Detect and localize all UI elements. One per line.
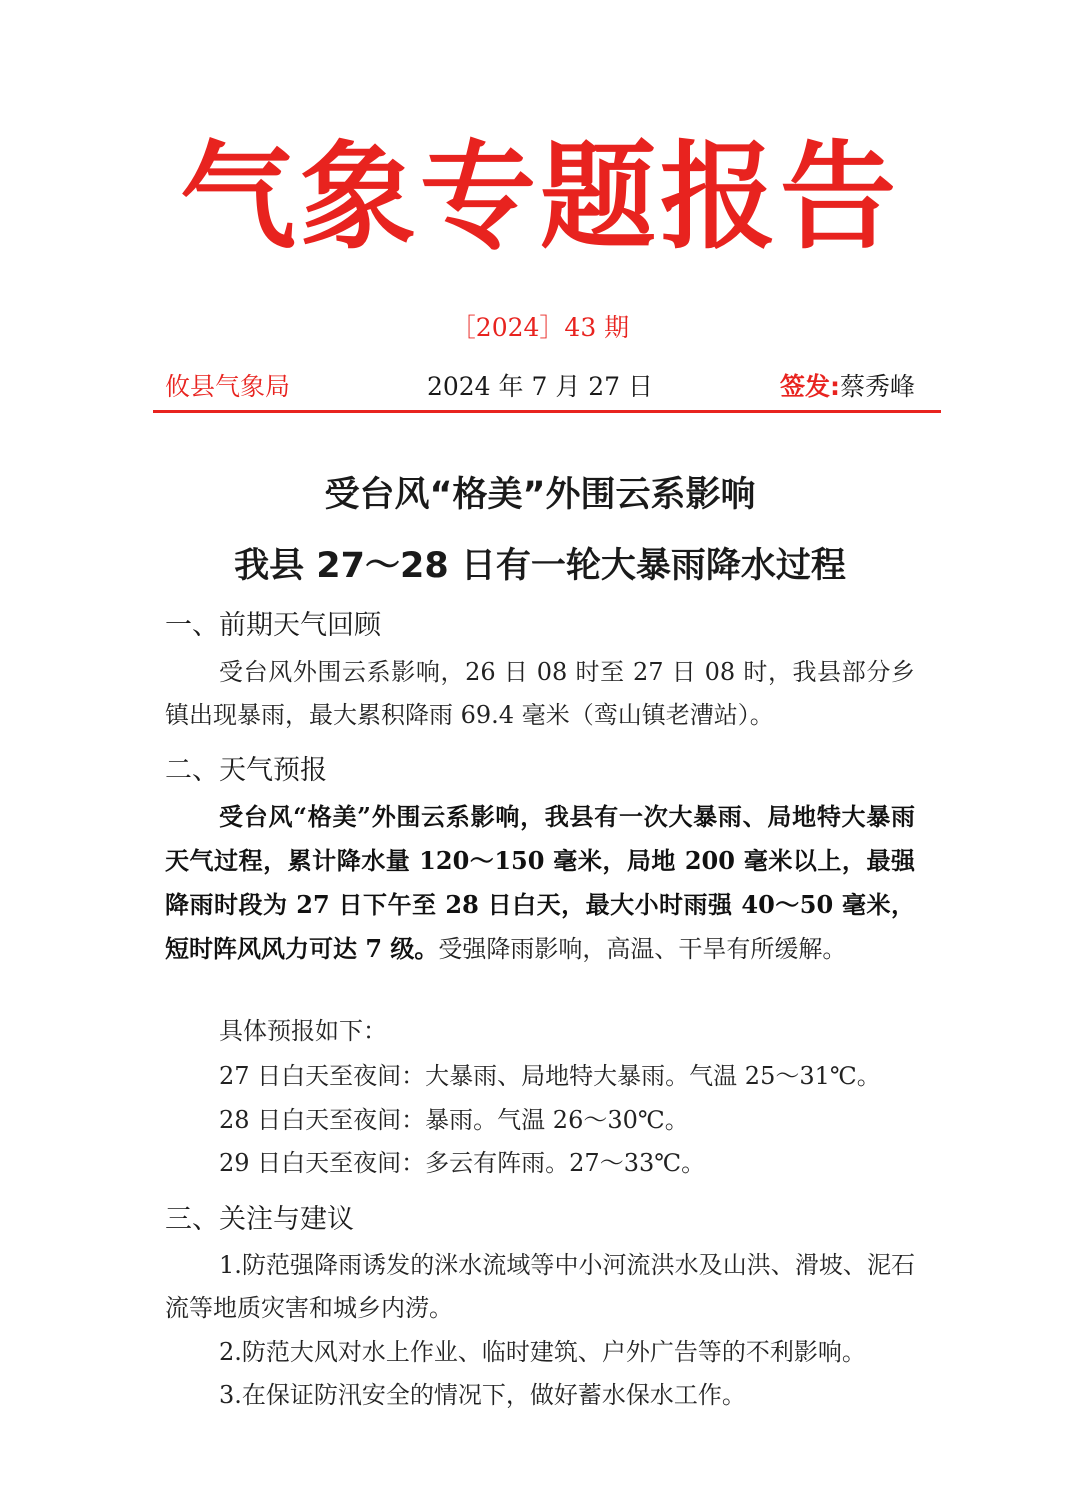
forecast-paragraph: [165, 795, 915, 971]
forecast-day-27: 27 日白天至夜间：大暴雨、局地特大暴雨。气温 25～31℃。: [219, 1062, 881, 1090]
forecast-day-28: 28 日白天至夜间：暴雨。气温 26～30℃。: [219, 1106, 689, 1134]
advice-item-1: 1.防范强降雨诱发的洣水流域等中小河流洪水及山洪、滑坡、泥石流等地质灾害和城乡内涝。: [165, 1251, 915, 1322]
issue-date: 2024 年 7 月 27 日: [426, 372, 654, 401]
report-masthead-title: 气象专题报告: [180, 130, 900, 265]
meta-row: [165, 367, 915, 407]
headline-line-1: 受台风“格美”外围云系影响: [324, 475, 756, 515]
headline-line-2: 我县 27～28 日有一轮大暴雨降水过程: [234, 546, 846, 586]
issuing-organization: 攸县气象局: [165, 372, 291, 401]
forecast-normal-text: 受强降雨影响，高温、干旱有所缓解。: [438, 935, 847, 963]
forecast-detail-intro: 具体预报如下：: [219, 1017, 387, 1045]
advice-item-3: 3.在保证防汛安全的情况下，做好蓄水保水工作。: [219, 1381, 746, 1409]
advice-item-2: 2.防范大风对水上作业、临时建筑、户外广告等的不利影响。: [219, 1338, 866, 1366]
section-title-advice: 三、关注与建议: [165, 1204, 354, 1235]
issue-number: ［2024］43 期: [450, 313, 630, 342]
forecast-bold-text: 受台风“格美”外围云系影响，我县有一次大暴雨、局地特大暴雨天气过程，累计降水量 120～150 毫米，局地 200 毫米以上，最强降雨时段为 27 日下午至 28 日白天，最大小时雨强 40～50 毫米，短时阵风风力可达 7 级。: [165, 802, 915, 963]
signatory-label: 签发:: [779, 372, 840, 401]
forecast-day-29: 29 日白天至夜间：多云有阵雨。27～33℃。: [219, 1149, 706, 1177]
signatory-name: 蔡秀峰: [839, 372, 915, 401]
section-title-review: 一、前期天气回顾: [165, 610, 381, 641]
section-title-forecast: 二、天气预报: [165, 755, 327, 786]
signatory: [780, 367, 915, 407]
red-divider-rule: [153, 410, 941, 413]
review-paragraph: 受台风外围云系影响，26 日 08 时至 27 日 08 时，我县部分乡镇出现暴雨，最大累积降雨 69.4 毫米（鸾山镇老漕站）。: [165, 658, 915, 729]
